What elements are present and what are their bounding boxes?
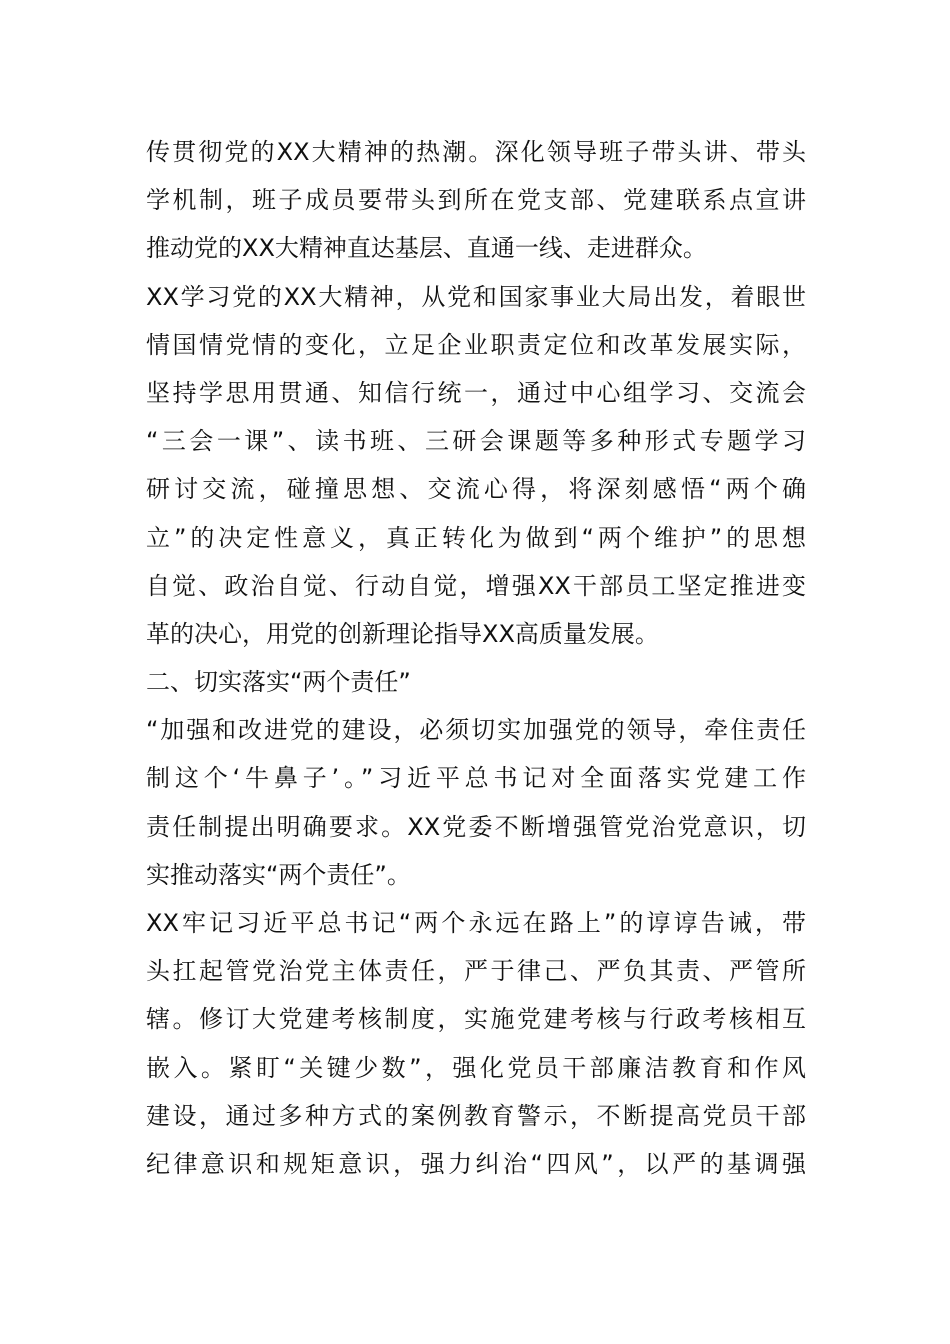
text-line: 研讨交流，碰撞思想、交流心得，将深刻感悟“两个确 (146, 475, 806, 504)
text-line: 坚持学思用贯通、知信行统一，通过中心组学习、交流会 (146, 378, 806, 407)
text-line: 情国情党情的变化，立足企业职责定位和改革发展实际， (146, 330, 806, 359)
text-line: XX牢记习近平总书记“两个永远在路上”的谆谆告诫，带 (146, 909, 806, 937)
section-heading: 二、切实落实“两个责任” (146, 668, 411, 697)
text-line: 学机制，班子成员要带头到所在党支部、党建联系点宣讲 (146, 186, 806, 215)
text-line: 责任制提出明确要求。XX党委不断增强管党治党意识，切 (146, 812, 806, 841)
text-line: 建设，通过多种方式的案例教育警示，不断提高党员干部 (146, 1101, 806, 1130)
document-body (146, 128, 806, 1188)
text-line: 制这个‘牛鼻子’。”习近平总书记对全面落实党建工作 (146, 764, 806, 793)
text-line: “加强和改进党的建设，必须切实加强党的领导，牵住责任 (146, 716, 806, 745)
text-line: 辖。修订大党建考核制度，实施党建考核与行政考核相互 (146, 1005, 806, 1034)
text-line: “三会一课”、读书班、三研会课题等多种形式专题学习 (146, 427, 806, 456)
text-line: XX学习党的XX大精神，从党和国家事业大局出发，着眼世 (146, 282, 806, 311)
text-line: 实推动落实“两个责任”。 (146, 860, 411, 889)
text-line: 纪律意识和规矩意识，强力纠治“四风”，以严的基调强 (146, 1149, 806, 1178)
text-line: 传贯彻党的XX大精神的热潮。深化领导班子带头讲、带头 (146, 138, 806, 166)
text-line: 推动党的XX大精神直达基层、直通一线、走进群众。 (146, 234, 707, 263)
text-line: 革的决心，用党的创新理论指导XX高质量发展。 (146, 619, 659, 648)
text-line: 嵌入。紧盯“关键少数”，强化党员干部廉洁教育和作风 (146, 1053, 806, 1082)
text-line: 立”的决定性意义，真正转化为做到“两个维护”的思想 (146, 523, 806, 552)
text-line: 自觉、政治自觉、行动自觉，增强XX干部员工坚定推进变 (146, 571, 806, 600)
text-line: 头扛起管党治党主体责任，严于律己、严负其责、严管所 (146, 957, 806, 986)
